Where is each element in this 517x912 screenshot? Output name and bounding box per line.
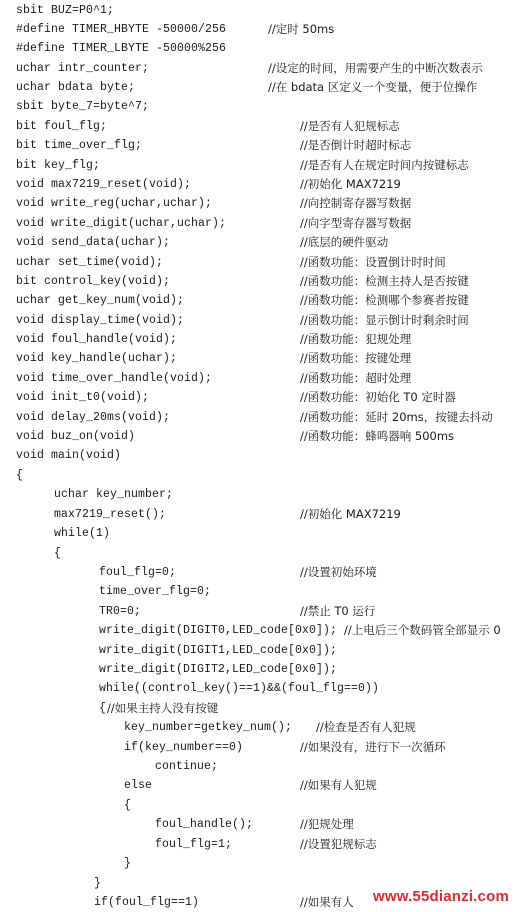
code-comment: //如果主持人没有按键 — [107, 701, 219, 715]
code-text: while(1) — [54, 527, 111, 540]
code-text: else — [124, 779, 153, 792]
code-line — [0, 214, 517, 233]
code-text: foul_flg=0; — [99, 566, 177, 579]
code-line — [0, 39, 517, 58]
code-line — [0, 835, 517, 854]
code-comment: //定时 50ms — [268, 22, 335, 36]
code-line — [0, 815, 517, 834]
code-comment: //犯规处理 — [300, 817, 354, 831]
code-line — [0, 757, 517, 776]
code-text: write_digit(DIGIT2,LED_code[0x0]); — [99, 663, 338, 676]
site-watermark: www.55dianzi.com — [372, 888, 509, 905]
code-line — [0, 505, 517, 524]
code-line — [0, 272, 517, 291]
code-text: #define TIMER_HBYTE -50000/256 — [16, 23, 227, 36]
code-line — [0, 349, 517, 368]
code-text: } — [124, 857, 132, 870]
code-text: { — [16, 469, 24, 482]
code-line — [0, 641, 517, 660]
code-line — [0, 796, 517, 815]
code-comment: //如果有人犯规 — [300, 778, 377, 792]
code-line — [0, 136, 517, 155]
code-line — [0, 330, 517, 349]
code-text: void delay_20ms(void); — [16, 411, 171, 424]
code-text: if(key_number==0) — [124, 741, 244, 754]
code-comment: //在 bdata 区定义一个变量，便于位操作 — [268, 80, 478, 94]
code-text: sbit byte_7=byte^7; — [16, 100, 150, 113]
code-text: void max7219_reset(void); — [16, 178, 192, 191]
code-text: while((control_key()==1)&&(foul_flg==0)) — [99, 682, 380, 695]
code-text: write_digit(DIGIT0,LED_code[0x0]); — [99, 624, 338, 637]
code-comment: //函数功能：超时处理 — [300, 371, 412, 385]
code-comment: //函数功能：检测哪个参赛者按键 — [300, 293, 469, 307]
code-comment: //设置初始环境 — [300, 565, 377, 579]
code-line — [0, 427, 517, 446]
code-text: uchar set_time(void); — [16, 256, 164, 269]
code-text: void main(void) — [16, 449, 122, 462]
code-comment: //函数功能：蜂鸣器响 500ms — [300, 429, 455, 443]
code-comment: //是否倒计时超时标志 — [300, 138, 412, 152]
code-line — [0, 621, 517, 640]
code-line — [0, 1, 517, 20]
code-line — [0, 466, 517, 485]
code-comment: //向字型寄存器写数据 — [300, 216, 412, 230]
code-text: bit foul_flg; — [16, 120, 108, 133]
code-text: void display_time(void); — [16, 314, 185, 327]
code-text: max7219_reset(); — [54, 508, 167, 521]
code-line — [0, 776, 517, 795]
code-text: } — [94, 877, 102, 890]
code-comment: //禁止 T0 运行 — [300, 604, 376, 618]
code-comment: //检查是否有人犯规 — [316, 720, 416, 734]
code-comment: //函数功能：设置倒计时时间 — [300, 255, 446, 269]
code-text: void init_t0(void); — [16, 391, 150, 404]
code-text: void write_digit(uchar,uchar); — [16, 217, 227, 230]
code-text: time_over_flg=0; — [99, 585, 212, 598]
code-line — [0, 679, 517, 698]
code-line — [0, 660, 517, 679]
code-line — [0, 253, 517, 272]
code-text: { — [124, 799, 132, 812]
code-comment: //上电后三个数码管全部显示 0 — [344, 623, 501, 637]
code-line — [0, 602, 517, 621]
code-line — [0, 311, 517, 330]
code-comment: //初始化 MAX7219 — [300, 507, 401, 521]
code-line — [0, 194, 517, 213]
code-comment: //是否有人犯规标志 — [300, 119, 400, 133]
code-text: foul_flg=1; — [155, 838, 233, 851]
code-text: void foul_handle(void); — [16, 333, 178, 346]
code-line — [0, 156, 517, 175]
code-line — [0, 97, 517, 116]
code-text: void write_reg(uchar,uchar); — [16, 197, 213, 210]
code-text: sbit BUZ=P0^1; — [16, 4, 115, 17]
code-text: write_digit(DIGIT1,LED_code[0x0]); — [99, 644, 338, 657]
code-line — [0, 408, 517, 427]
code-text: foul_handle(); — [155, 818, 254, 831]
code-text: uchar get_key_num(void); — [16, 294, 185, 307]
code-text: { — [99, 702, 107, 715]
code-line — [0, 854, 517, 873]
code-comment: //函数功能：按键处理 — [300, 351, 412, 365]
code-line — [0, 369, 517, 388]
code-text: bit control_key(void); — [16, 275, 171, 288]
code-comment: //函数功能：初始化 T0 定时器 — [300, 390, 456, 404]
code-comment: //函数功能：显示倒计时剩余时间 — [300, 313, 469, 327]
code-line — [0, 78, 517, 97]
code-text: { — [54, 547, 62, 560]
code-line — [0, 718, 517, 737]
code-comment: //函数功能：犯规处理 — [300, 332, 412, 346]
code-line — [0, 117, 517, 136]
code-text: uchar key_number; — [54, 488, 174, 501]
code-text: uchar bdata byte; — [16, 81, 136, 94]
code-line — [0, 485, 517, 504]
code-text: key_number=getkey_num(); — [124, 721, 293, 734]
code-text: bit time_over_flg; — [16, 139, 143, 152]
code-line — [0, 738, 517, 757]
code-text: void time_over_handle(void); — [16, 372, 213, 385]
code-line — [0, 544, 517, 563]
code-line — [0, 446, 517, 465]
code-comment: //是否有人在规定时间内按键标志 — [300, 158, 469, 172]
code-text: void key_handle(uchar); — [16, 352, 178, 365]
code-text: TR0=0; — [99, 605, 142, 618]
code-comment: //初始化 MAX7219 — [300, 177, 401, 191]
code-text: uchar intr_counter; — [16, 62, 150, 75]
code-text: #define TIMER_LBYTE -50000%256 — [16, 42, 227, 55]
code-comment: //函数功能：检测主持人是否按键 — [300, 274, 469, 288]
code-line — [0, 233, 517, 252]
code-text: bit key_flg; — [16, 159, 101, 172]
code-text: continue; — [155, 760, 219, 773]
code-comment: //设置犯规标志 — [300, 837, 377, 851]
code-comment: //设定的时间，用需要产生的中断次数表示 — [268, 61, 483, 75]
code-text: void buz_on(void) — [16, 430, 136, 443]
code-line — [0, 563, 517, 582]
code-line — [0, 59, 517, 78]
code-line — [0, 699, 517, 718]
code-comment: //如果没有，进行下一次循环 — [300, 740, 446, 754]
code-text: if(foul_flg==1) — [94, 896, 200, 909]
code-line — [0, 524, 517, 543]
code-line — [0, 388, 517, 407]
code-comment: //底层的硬件驱动 — [300, 235, 389, 249]
code-line — [0, 582, 517, 601]
code-comment: //如果有人 — [300, 895, 354, 909]
code-text: void send_data(uchar); — [16, 236, 171, 249]
code-line — [0, 20, 517, 39]
code-comment: //函数功能：延时 20ms，按键去抖动 — [300, 410, 493, 424]
code-comment: //向控制寄存器写数据 — [300, 196, 412, 210]
code-line — [0, 175, 517, 194]
code-line — [0, 291, 517, 310]
